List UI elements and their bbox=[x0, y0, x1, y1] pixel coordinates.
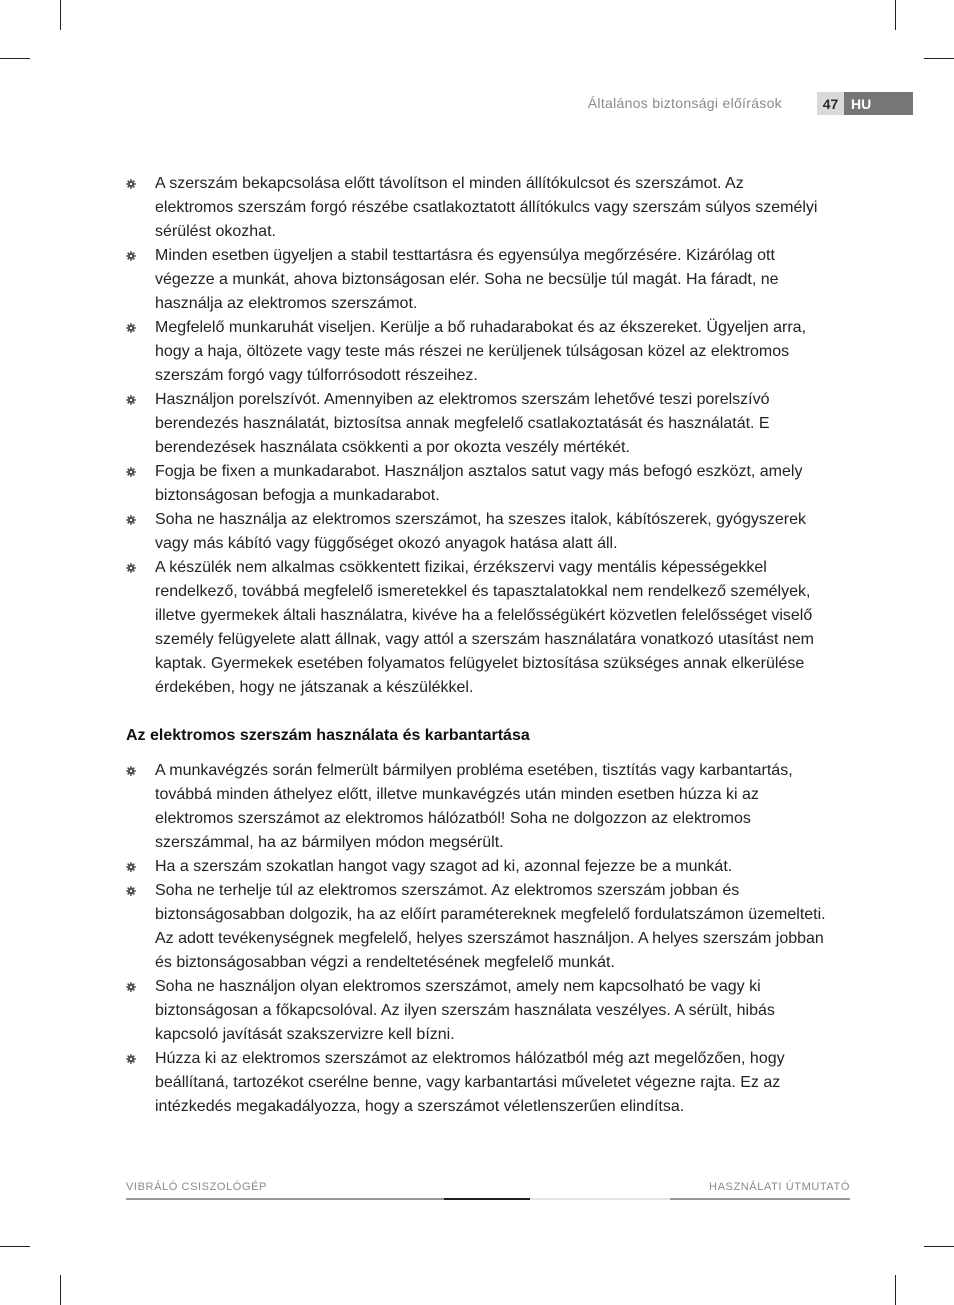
list-item bbox=[126, 975, 826, 1047]
crop-mark bbox=[924, 1246, 954, 1247]
footer-document-type: HASZNÁLATI ÚTMUTATÓ bbox=[709, 1181, 850, 1193]
gear-bullet-icon bbox=[126, 1054, 136, 1064]
section-heading: Az elektromos szerszám használata és karbantartása bbox=[126, 727, 530, 744]
gear-bullet-icon bbox=[126, 563, 136, 573]
crop-mark bbox=[60, 0, 61, 30]
list-item-text: Minden esetben ügyeljen a stabil testtartásra és egyensúlya megőrzésére. Kizárólag ott végezze a munkát, ahova biztonságosan elér. Soha ne becsülje túl magát. Ha fáradt, ne használja az elektromos szerszámot. bbox=[155, 247, 779, 312]
section-title: Általános biztonsági előírások bbox=[587, 95, 782, 111]
usage-maintenance-list bbox=[126, 759, 826, 1119]
crop-mark bbox=[895, 1275, 896, 1305]
list-item-text: Megfelelő munkaruhát viseljen. Kerülje a bő ruhadarabokat és az ékszereket. Ügyeljen arra, hogy a haja, öltözete vagy teste más részei ne kerüljenek túlságosan közel az elektromos szerszám forgó vagy túlforrósodott részeihez. bbox=[155, 319, 807, 384]
list-item bbox=[126, 556, 826, 700]
list-item-text: Ha a szerszám szokatlan hangot vagy szagot ad ki, azonnal fejezze be a munkát. bbox=[155, 858, 733, 875]
language-code: HU bbox=[844, 92, 913, 115]
gear-bullet-icon bbox=[126, 467, 136, 477]
crop-mark bbox=[0, 1246, 30, 1247]
safety-list bbox=[126, 172, 826, 700]
list-item bbox=[126, 244, 826, 316]
footer-rule bbox=[126, 1198, 850, 1200]
crop-mark bbox=[924, 58, 954, 59]
gear-bullet-icon bbox=[126, 766, 136, 776]
main-content bbox=[126, 172, 826, 1119]
crop-mark bbox=[60, 1275, 61, 1305]
page-badge bbox=[817, 92, 913, 115]
list-item-text: Soha ne terhelje túl az elektromos szerszámot. Az elektromos szerszám jobban és biztonságosabban dolgozik, ha az előírt paramétereknek megfelelő fordulatszámon üzemelteti. Az adott tevékenységnek megfelelő, helyes szerszámot használjon. A helyes szerszám jobban és biztonságosabban végzi a rendeltetésének megfelelő munkát. bbox=[155, 882, 826, 971]
list-item-text: Soha ne használja az elektromos szerszámot, ha szeszes italok, kábítószerek, gyógyszerek vagy más kábító vagy függőséget okozó anyagok hatása alatt áll. bbox=[155, 511, 806, 552]
footer-rule-segment bbox=[530, 1198, 670, 1200]
crop-mark bbox=[895, 0, 896, 30]
list-item-text: Használjon porelszívót. Amennyiben az elektromos szerszám lehetővé teszi porelszívó berendezés használatát, biztosítsa annak megfelelő csatlakoztatását és használatát. E berendezések használata csökkenti a por okozta veszély mértékét. bbox=[155, 391, 770, 456]
gear-bullet-icon bbox=[126, 982, 136, 992]
crop-mark bbox=[0, 58, 30, 59]
gear-bullet-icon bbox=[126, 862, 136, 872]
list-item-text: A szerszám bekapcsolása előtt távolítson el minden állítókulcsot és szerszámot. Az elektromos szerszám forgó részébe csatlakoztatott állítókulcs vagy szerszám súlyos személyi sérülést okozhat. bbox=[155, 175, 818, 240]
gear-bullet-icon bbox=[126, 323, 136, 333]
gear-bullet-icon bbox=[126, 886, 136, 896]
page-number: 47 bbox=[817, 92, 844, 115]
list-item bbox=[126, 508, 826, 556]
list-item-text: Fogja be fixen a munkadarabot. Használjon asztalos satut vagy más befogó eszközt, amely biztonságosan befogja a munkadarabot. bbox=[155, 463, 803, 504]
list-item-text: Húzza ki az elektromos szerszámot az elektromos hálózatból még azt megelőzően, hogy beállítaná, tartozékot cserélne benne, vagy karbantartási műveletet végezne rajta. Ez az intézkedés megakadályozza, hogy a szerszámot véletlenszerűen elindítsa. bbox=[155, 1050, 785, 1115]
footer-product-name: VIBRÁLÓ CSISZOLÓGÉP bbox=[126, 1181, 267, 1193]
list-item bbox=[126, 316, 826, 388]
list-item bbox=[126, 1047, 826, 1119]
list-item bbox=[126, 172, 826, 244]
footer-rule-segment bbox=[444, 1198, 530, 1200]
footer-rule-segment bbox=[126, 1198, 444, 1200]
list-item-text: A munkavégzés során felmerült bármilyen probléma esetében, tisztítás vagy karbantartás, továbbá minden áthelyez előtt, illetve munkavégzés után minden esetben húzza ki az elektromos szerszámot az elektromos hálózatból! Soha ne dolgozzon az elektromos szerszámmal, ha az bármilyen módon megsérült. bbox=[155, 762, 793, 851]
list-item bbox=[126, 759, 826, 855]
list-item bbox=[126, 855, 826, 879]
gear-bullet-icon bbox=[126, 515, 136, 525]
footer-rule-segment bbox=[670, 1198, 850, 1200]
gear-bullet-icon bbox=[126, 251, 136, 261]
list-item bbox=[126, 460, 826, 508]
list-item bbox=[126, 388, 826, 460]
list-item-text: Soha ne használjon olyan elektromos szerszámot, amely nem kapcsolható be vagy ki biztonságosan a főkapcsolóval. Az ilyen szerszám használata veszélyes. A sérült, hibás kapcsoló javítását szakszervizre kell bízni. bbox=[155, 978, 775, 1043]
list-item bbox=[126, 879, 826, 975]
list-item-text: A készülék nem alkalmas csökkentett fizikai, érzékszervi vagy mentális képességekkel rendelkező, továbbá megfelelő ismeretekkel és tapasztalatokkal nem rendelkező személyek, illetve gyermekek általi használatra, kivéve ha a felelősségükért közvetlen felelősséget viselő személy felügyelete alatt állnak, vagy attól a szerszám használatára vonatkozó utasítást nem kaptak. Gyermekek esetében folyamatos felügyelet biztosítása szükséges annak elkerülése érdekében, hogy ne játszanak a készülékkel. bbox=[155, 559, 815, 696]
gear-bullet-icon bbox=[126, 395, 136, 405]
gear-bullet-icon bbox=[126, 179, 136, 189]
